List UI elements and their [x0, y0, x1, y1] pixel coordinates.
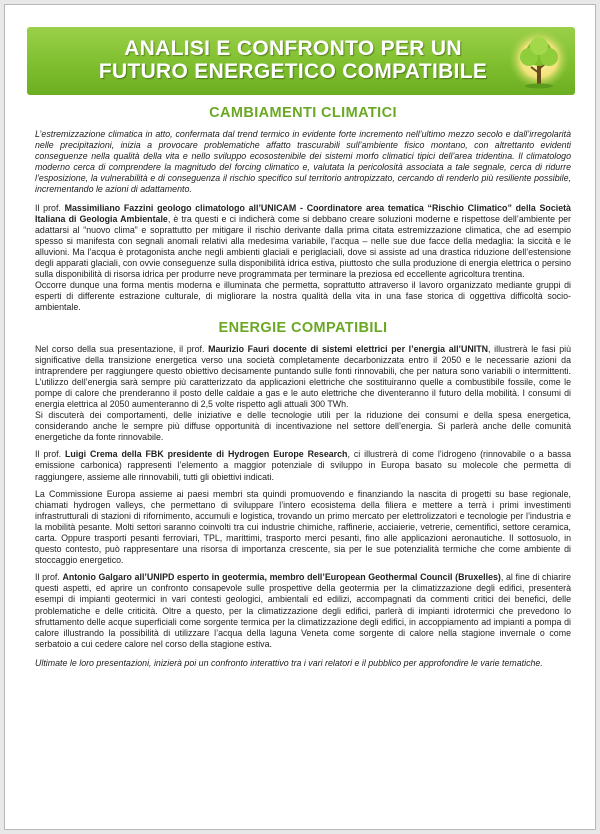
title-banner [27, 27, 575, 95]
heading-energie-compatibili: ENERGIE COMPATIBILI [218, 319, 388, 336]
paragraph-crema-start: Il prof. [35, 449, 65, 460]
paragraph-galgaro-name: Antonio Galgaro all’UNIPD esperto in geotermia, membro dell’European Geothermal Council (Bruxelles) [62, 572, 501, 583]
paragraph-fauri-rest: , illustrerà le fasi più significative della transizione energetica verso una società completamente decarbonizzata entro il 2050 e le necessarie azioni da intraprendere per raggiungere questo obiettivo decisamente puntando sulle fonti rinnovabili, che per natura sono variabili o intermittenti. L’utilizzo dell’energia sarà sempre più caratterizzato da applicazioni elettriche che sostituiranno quelle a combustibile fossile, come le pompe di calore che prenderanno il posto delle caldaie a gas e le auto elettriche che diventeranno il futuro della mobilità. I consumi di energia elettrica al 2050 aumenteranno di 2,5 volte rispetto agli attuali 300 TWh. [35, 343, 571, 409]
paragraph-galgaro-rest: , al fine di chiarire questi aspetti, ed aprire un confronto consapevole sulle prospettive della geotermia per la climatizzazione degli edifici, presenterà esempi di impianti geotermici in vari contesti geologici, ambientali ed edilizi, accompagnati da commenti critici dei benefici, delle problematiche e delle criticità. Oltre a questo, per la climatizzazione degli edifici, parlerà di impianti idrotermici che prevedono lo sfruttamento delle acque superficiali come sorgente termica per la climatizzazione degli edifici, in accoppiamento ad impianti a pompa di calore illustrando la possibilità di utilizzare l’acqua della laguna Veneta come sorgente di calore nella stagione invernale o come serbatoio a cui cedere calore nel corso della stagione estiva. [35, 572, 571, 649]
paragraph-crema-rest: , ci illustrerà di come l’idrogeno (rinnovabile o a bassa emissione carbonica) rappresenti l’elemento a maggior potenziale di sviluppo in Europa basato su molecole che permetta di raggiungere, assieme alle rinnovabili, tutti gli obiettivi indicati. [35, 449, 572, 482]
intro-paragraph: L’estremizzazione climatica in atto, confermata dal trend termico in evidente forte incremento nell’ultimo mezzo secolo e dall’irregolarità nelle precipitazioni, inizia a provocare problematiche affatto trascurabili sull’ambiente fisico montano, con altrettanto evidenti conseguenze nella qualità della vita e nello sviluppo ecosostenibile dei sistemi morfo climatici tipici dell’area tridentina. Il climatologo moderno cerca di comprendere la magnitudo del forcing climatico e, valutata la pericolosità associata a tale segnale, cerca di ridurre l’esposizione, la vulnerabilità e di conseguenza il rischio specifico sul territorio antropizzato, cercando di renderlo più resiliente possibile, incrementando le azioni di adattamento. [35, 129, 571, 195]
paragraph-fazzini-rest: , è tra questi e ci indicherà come si debbano creare soluzioni moderne e rispettose dell’ambiente per adattarsi al “nuovo clima” e soprattutto per mitigare il rischio derivante dalla prima citata estremizzazione climatica, che ad esempio spesso si manifesta con segnali anomali relativi alla medesima variabile, l’acqua – nelle sue due facce della medaglia: la siccità e le alluvioni. Ma l’acqua è protagonista anche negli ambienti glaciali e periglaciali, dove si assiste ad una drastica riduzione dell’estensione degli apparati glaciali, con ovvie conseguenze sulla disponibilità idrica estiva, piuttosto che sulla produzione di energia elettrica o persino sulla disponibilità di risorsa idrica per produrre neve programmata per terminare la preziosa ed eccellente agricoltura trentina. [35, 213, 571, 280]
paragraph-fazzini-start: Il prof. [35, 202, 65, 213]
main-content [35, 101, 571, 669]
paragraph-fazzini [35, 203, 571, 281]
heading-cambiamenti-climatici: CAMBIAMENTI CLIMATICI [209, 105, 397, 121]
closing-paragraph: Ultimate le loro presentazioni, inizierà poi un confronto interattivo tra i vari relatori e il pubblico per approfondire le varie tematiche. [35, 657, 543, 668]
banner-title [73, 37, 513, 83]
document-page [4, 4, 596, 830]
paragraph-comportamenti: Si discuterà dei comportamenti, delle iniziative e delle tecnologie utili per la riduzione dei consumi e della spesa energetica, considerando anche le sempre più diffuse opportunità di incentivazione nel settore dell’energia. Si parlerà anche delle comunità energetiche da fonte rinnovabile. [35, 410, 571, 443]
paragraph-galgaro [35, 572, 571, 650]
paragraph-fauri-start: Nel corso della sua presentazione, il prof. [35, 343, 209, 354]
paragraph-galgaro-start: Il prof. [35, 572, 63, 583]
tree-icon [507, 29, 571, 93]
banner-title-line1: ANALISI E CONFRONTO PER UN [124, 37, 462, 60]
paragraph-fazzini-name: Massimiliano Fazzini geologo climatologo all’UNICAM - Coordinatore area tematica “Rischio Climatico” della Società Italiana di Geologia Ambientale [35, 202, 571, 224]
paragraph-crema-name: Luigi Crema della FBK presidente di Hydrogen Europe Research [64, 449, 348, 460]
paragraph-commissione-europea: La Commissione Europa assieme ai paesi membri sta quindi promuovendo e finanziando la nascita di progetti su base regionale, chiamati hydrogen valleys, che permettano di sviluppare l’intero ecosistema della filiera e mettere a terrà i primi investimenti infrastrutturali di stazioni di rifornimento, accumuli e logistica, trovando un primo mercato per elettrolizzatori e tecnologie per l’industria e la mobilità pesante. Molti settori saranno coinvolti tra cui industrie chimiche, raffinerie, acciaierie, vetrerie, cementifici, settore ceramica, carta. Oppure trasporti pesanti ferroviari, TPL, marittimi, trasporto merci pesanti, fino alle applicazioni aeronautiche. Il sottosuolo, in questo contesto, può rappresentare una risorsa di importanza crescente, sia per le sue potenzialità termiche che come ambiente di stoccaggio energetico. [35, 488, 571, 566]
paragraph-crema [35, 449, 571, 482]
banner-title-line2: FUTURO ENERGETICO COMPATIBILE [98, 60, 488, 83]
paragraph-fauri-name: Maurizio Fauri docente di sistemi elettrici per l’energia all’UNITN [208, 343, 489, 354]
paragraph-forma-mentis: Occorre dunque una forma mentis moderna e illuminata che permetta, soprattutto attraverso il lavoro organizzato mediante gruppi di esperti di differente estrazione culturale, di migliorare la nostra qualità della vita in una fase storica di oggettiva difficoltà socio-ambientale. [35, 280, 571, 313]
paragraph-fauri [35, 344, 571, 411]
